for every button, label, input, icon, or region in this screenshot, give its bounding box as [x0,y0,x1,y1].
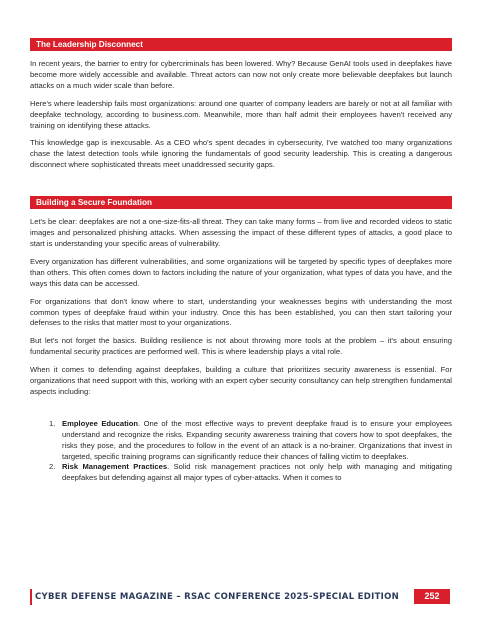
list-item-title: Employee Education [62,418,139,428]
list-number: 2. [49,462,56,472]
paragraph: This knowledge gap is inexcusable. As a CEO who's spent decades in cybersecurity, I've watched too many organizations chase the latest detection tools while ignoring the fundamentals of good security leadership. This is creating a dangerous disconnect where sophisticated threats meet unaddressed security gaps. [30,138,452,170]
paragraph: For organizations that don't know where to start, understanding your weaknesses begins with understanding the most common types of deepfake fraud within your industry. Once this has been established, you can then start tailoring your defenses to the risks that matter most to your organizations. [30,296,452,328]
list-item-text: . One of the most effective ways to prevent deepfake fraud is to ensure your employees understand and recognize the risks. Expanding security awareness training that covers how to spot deepfakes, the risks they pose, and the procedures to follow in the event of an attack is a no-brainer. Organizations that invest in targeted, specific training programs can significantly reduce their chances of falling victim to deepfakes. [62,418,452,461]
publication-title: CYBER DEFENSE MAGAZINE – RSAC CONFERENCE 2025-SPECIAL EDITION [35,592,400,602]
paragraph: Every organization has different vulnerabilities, and some organizations will be targeted by specific types of deepfakes more than others. This often comes down to factors including the nature of your organization, what types of data you have, and the ways this data can be accessed. [30,256,452,288]
article-body [30,38,452,484]
list-number: 1. [49,418,56,428]
paragraph: Let's be clear: deepfakes are not a one-size-fits-all threat. They can take many forms – from live and recorded videos to static images and personalized phishing attacks. When assessing the impact of these different types of attacks, a good place to start is understanding your specific areas of vulnerability. [30,217,452,248]
section-heading-secure-foundation: Building a Secure Foundation [30,196,452,209]
footer-accent-rule [30,589,32,605]
list-item-title: Risk Management Practices [62,462,168,472]
section-heading-leadership-disconnect: The Leadership Disconnect [30,38,452,51]
paragraph: Here's where leadership fails most organizations: around one quarter of company leaders are barely or not at all familiar with deepfake technology, according to business.com. Meanwhile, more than half admit their employees haven't received any training on identifying these attacks. [30,98,452,130]
numbered-list [30,419,452,484]
list-item-text: . Solid risk management practices not only help with managing and mitigating deepfakes but defending against all major types of cyber-attacks. When it comes to [62,462,453,483]
list-item [49,462,453,484]
page-number-badge: 252 [414,589,450,604]
paragraph: In recent years, the barrier to entry for cybercriminals has been lowered. Why? Because GenAI tools used in deepfakes have become more widely accessible and available. Threat actors can now not only create more believable deepfakes but launch attacks on a much wider scale than before. [30,59,452,90]
paragraph: When it comes to defending against deepfakes, building a culture that prioritizes security awareness is essential. For organizations that need support with this, working with an expert cyber security consultancy can help strengthen fundamental aspects including: [30,365,452,396]
page-footer [30,589,450,605]
list-item [49,418,452,463]
paragraph: But let's not forget the basics. Building resilience is not about throwing more tools at the problem – it's about ensuring fundamental security practices are performed well. This is where leadership plays a vital role. [30,336,452,357]
